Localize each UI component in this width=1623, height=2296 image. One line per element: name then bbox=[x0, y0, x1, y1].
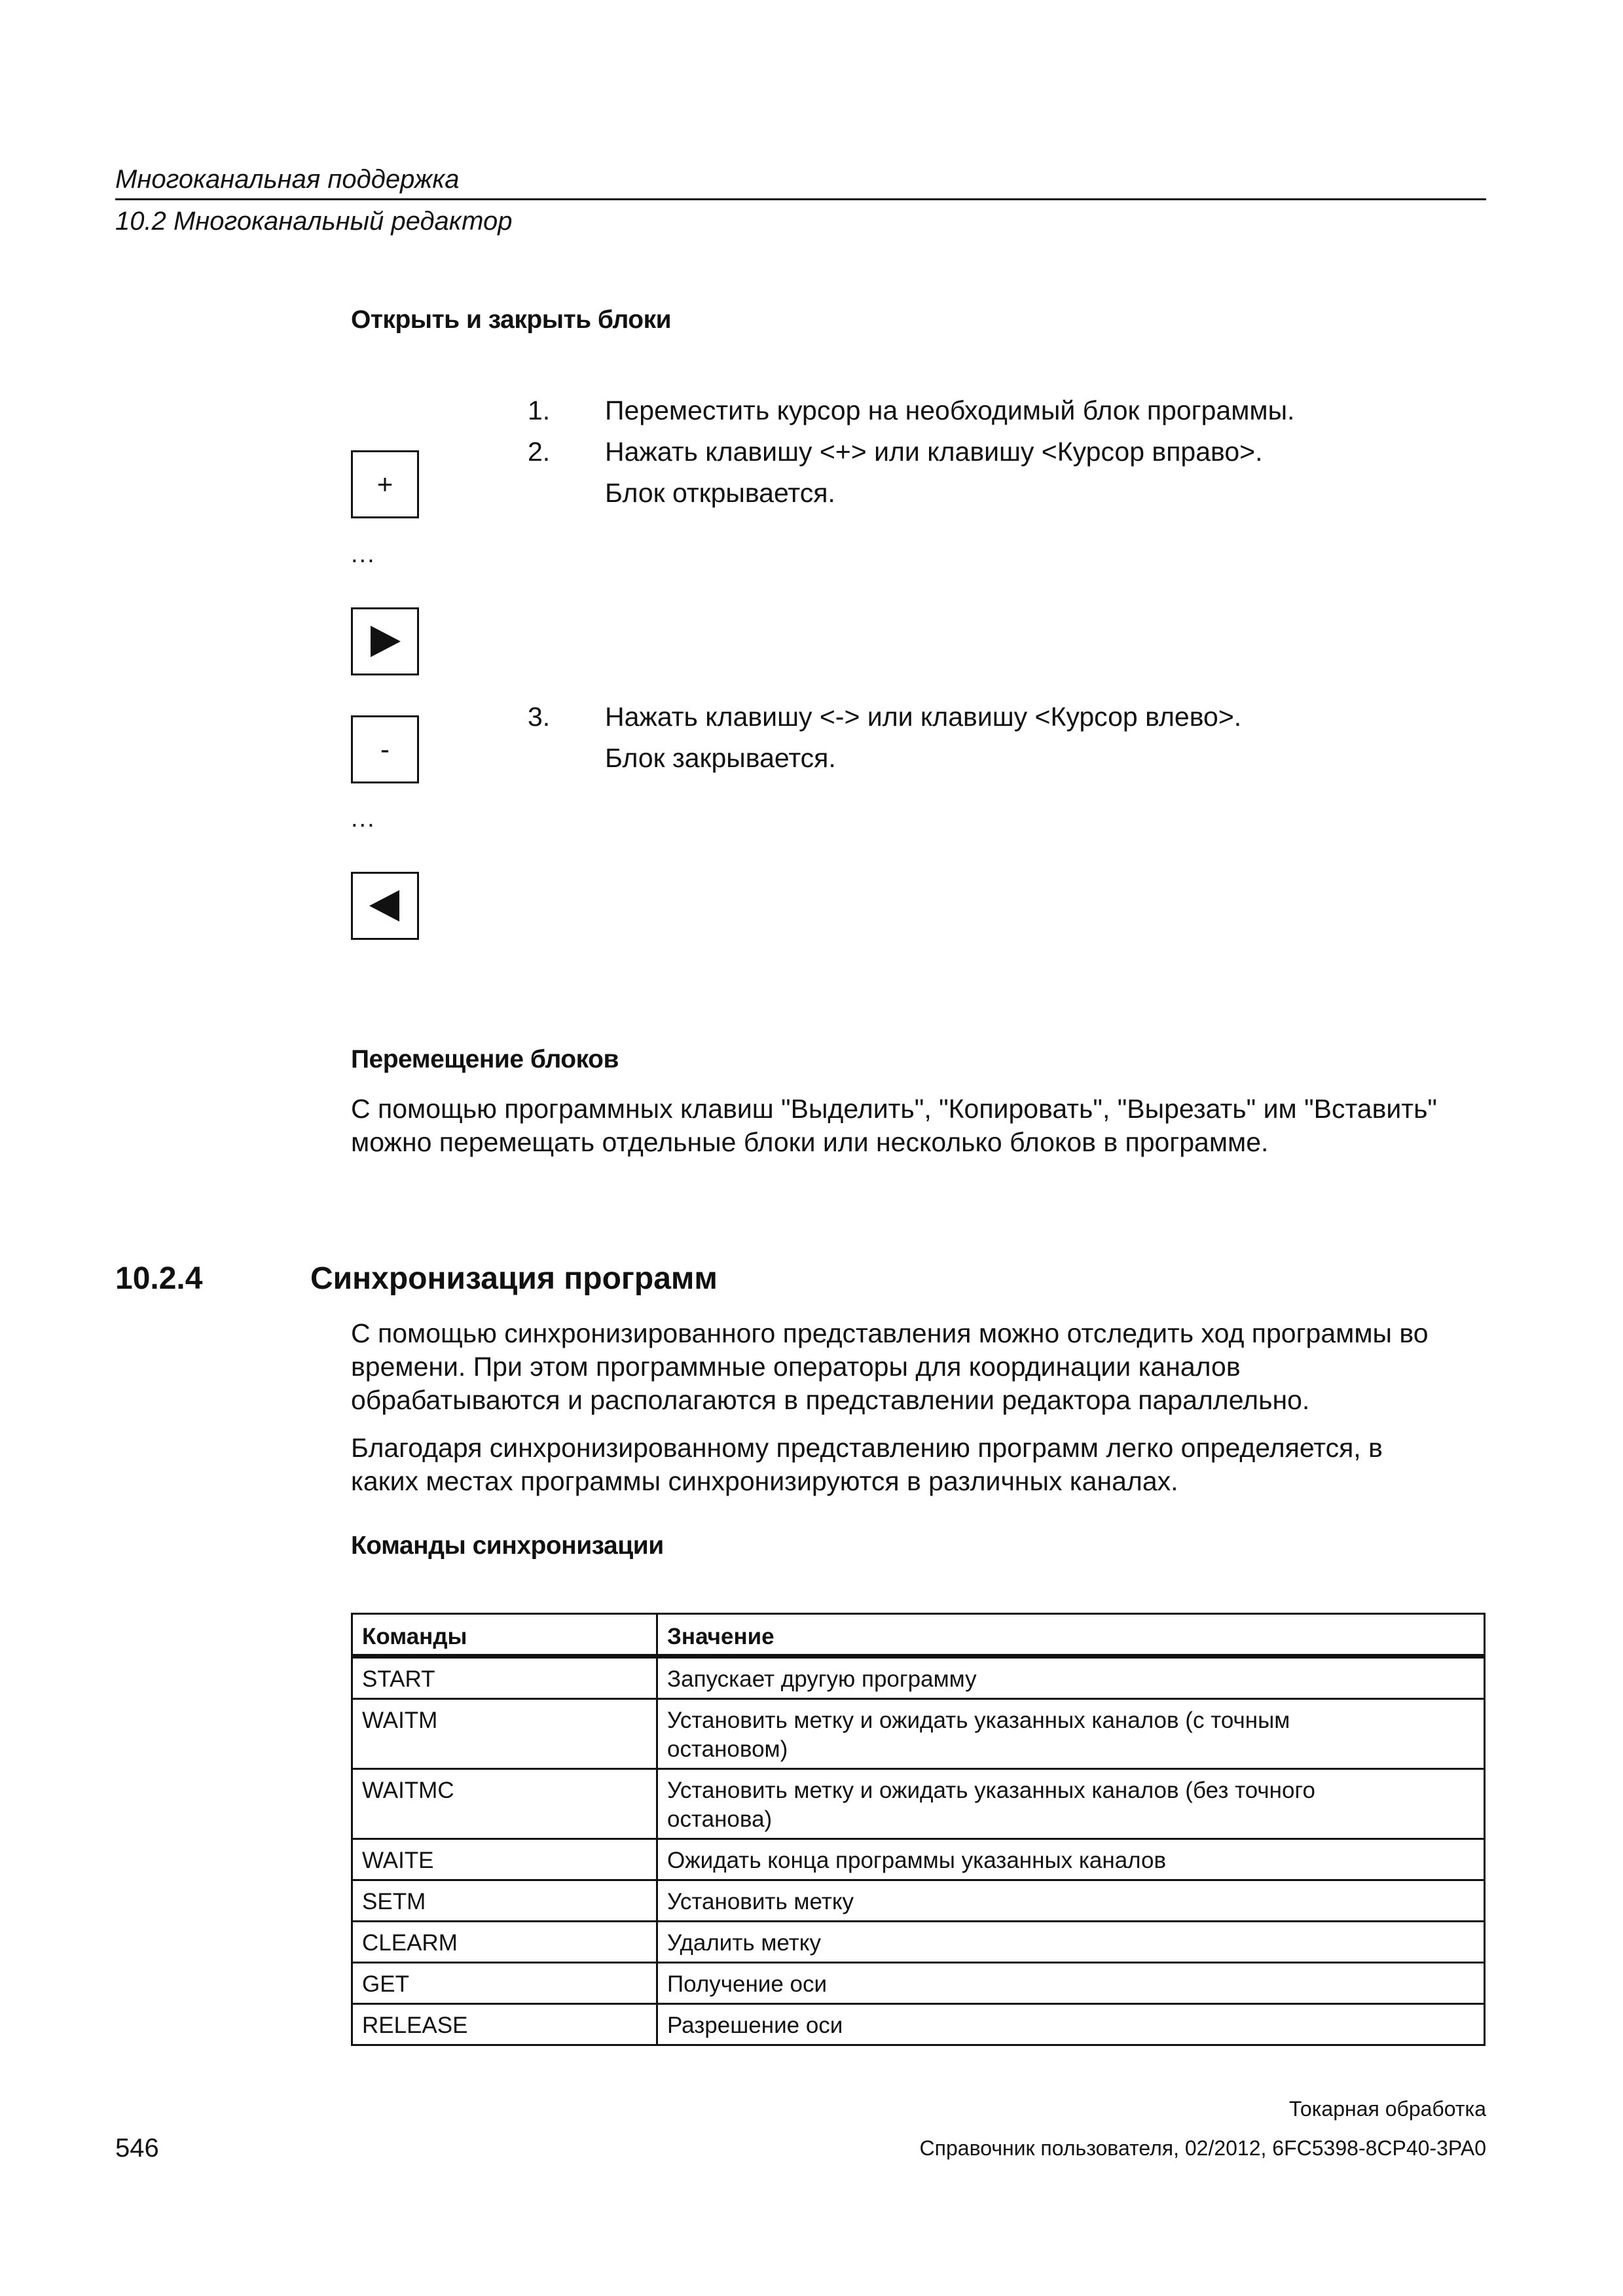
column-header-meaning: Значение bbox=[657, 1614, 1485, 1657]
ellipsis: ... bbox=[351, 541, 376, 568]
table-row bbox=[352, 1839, 1485, 1880]
command-cell: SETM bbox=[352, 1880, 657, 1922]
heading-move-blocks: Перемещение блоков bbox=[351, 1045, 619, 1073]
sync-paragraph-1-line-2: времени. При этом программные операторы для координации каналов bbox=[351, 1352, 1241, 1382]
command-cell: WAITM bbox=[352, 1699, 657, 1769]
move-blocks-text-line-2: можно перемещать отдельные блоки или несколько блоков в программе. bbox=[351, 1127, 1269, 1157]
meaning-cell: Получение оси bbox=[657, 1963, 1485, 2004]
plus-key-icon: + bbox=[351, 450, 419, 518]
move-blocks-text-line-1: С помощью программных клавиш "Выделить", "Копировать", "Вырезать" им "Вставить" bbox=[351, 1094, 1437, 1124]
cursor-left-key-icon bbox=[351, 872, 419, 940]
meaning-cell: Запускает другую программу bbox=[657, 1657, 1485, 1699]
right-arrow-icon bbox=[367, 623, 403, 660]
ellipsis: ... bbox=[351, 805, 376, 833]
sync-paragraph-1-line-1: С помощью синхронизированного представления можно отследить ход программы во bbox=[351, 1318, 1429, 1348]
command-cell: GET bbox=[352, 1963, 657, 2004]
command-cell: START bbox=[352, 1657, 657, 1699]
table-row bbox=[352, 1880, 1485, 1922]
table-header-row bbox=[352, 1614, 1485, 1657]
heading-open-close-blocks: Открыть и закрыть блоки bbox=[351, 306, 672, 334]
meaning-cell: Установить метку и ожидать указанных каналов (без точного останова) bbox=[657, 1769, 1485, 1839]
command-cell: WAITMC bbox=[352, 1769, 657, 1839]
section-title: Синхронизация программ bbox=[310, 1261, 718, 1296]
page-number: 546 bbox=[115, 2134, 159, 2162]
table-row bbox=[352, 1922, 1485, 1963]
step-text: Нажать клавишу <-> или клавишу <Курсор влево>. bbox=[605, 702, 1242, 732]
meaning-cell: Удалить метку bbox=[657, 1922, 1485, 1963]
command-cell: CLEARM bbox=[352, 1922, 657, 1963]
cursor-right-key-icon bbox=[351, 607, 419, 675]
sync-paragraph-2-line-2: каких местах программы синхронизируются в различных каналах. bbox=[351, 1466, 1178, 1496]
sync-paragraph-1-line-3: обрабатываются и располагаются в представлении редактора параллельно. bbox=[351, 1385, 1310, 1415]
sync-paragraph-2-line-1: Благодаря синхронизированному представлению программ легко определяется, в bbox=[351, 1433, 1383, 1463]
step-text: Нажать клавишу <+> или клавишу <Курсор вправо>. bbox=[605, 437, 1263, 467]
running-header-section: 10.2 Многоканальный редактор bbox=[115, 207, 513, 236]
minus-key-icon: - bbox=[351, 715, 419, 783]
footer-manual-info: Справочник пользователя, 02/2012, 6FC5398-8CP40-3PA0 bbox=[919, 2136, 1486, 2160]
table-row bbox=[352, 2004, 1485, 2045]
footer-book-title: Токарная обработка bbox=[1288, 2097, 1486, 2121]
table-row bbox=[352, 1699, 1485, 1769]
header-divider bbox=[115, 198, 1486, 200]
heading-sync-commands: Команды синхронизации bbox=[351, 1532, 664, 1560]
meaning-cell: Разрешение оси bbox=[657, 2004, 1485, 2045]
table-row bbox=[352, 1963, 1485, 2004]
step-number: 2. bbox=[528, 437, 551, 467]
left-arrow-icon bbox=[367, 888, 403, 924]
meaning-cell: Установить метку bbox=[657, 1880, 1485, 1922]
step-number: 1. bbox=[528, 395, 551, 425]
command-cell: WAITE bbox=[352, 1839, 657, 1880]
column-header-commands: Команды bbox=[352, 1614, 657, 1657]
command-cell: RELEASE bbox=[352, 2004, 657, 2045]
step-number: 3. bbox=[528, 702, 551, 732]
step-text: Переместить курсор на необходимый блок программы. bbox=[605, 395, 1295, 425]
table-row bbox=[352, 1657, 1485, 1699]
meaning-cell: Установить метку и ожидать указанных каналов (с точным остановом) bbox=[657, 1699, 1485, 1769]
running-header-chapter: Многоканальная поддержка bbox=[115, 165, 460, 194]
section-number: 10.2.4 bbox=[115, 1261, 203, 1296]
sync-commands-table bbox=[351, 1613, 1486, 2046]
meaning-cell: Ожидать конца программы указанных каналов bbox=[657, 1839, 1485, 1880]
step-text: Блок открывается. bbox=[605, 478, 835, 508]
table-row bbox=[352, 1769, 1485, 1839]
step-text: Блок закрывается. bbox=[605, 743, 836, 773]
